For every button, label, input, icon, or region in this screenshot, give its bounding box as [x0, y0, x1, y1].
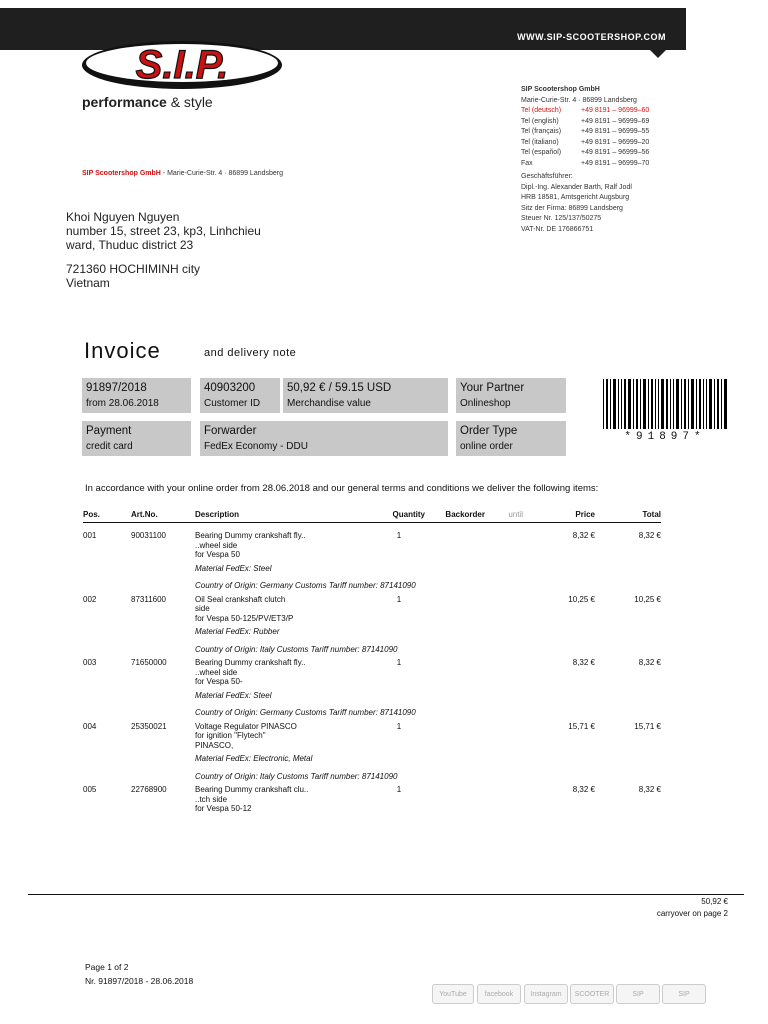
cell-pos: 005 — [83, 785, 97, 794]
cell-art: 87311600 — [131, 594, 166, 604]
phone-row: Tel (deutsch) +49 8191 – 96999–60 — [521, 107, 650, 114]
sip-logo — [80, 38, 285, 92]
invoice-number-box — [82, 378, 191, 413]
phone-row: Tel (français) +49 8191 – 96999–55 — [521, 128, 650, 135]
col-until: until — [485, 508, 523, 523]
company-detail: Sitz der Firma: 86899 Landsberg — [521, 204, 623, 212]
sip-badge-icon[interactable]: SIP — [616, 984, 660, 1004]
cell-total: 10,25 € — [634, 594, 661, 604]
value-box — [283, 378, 448, 413]
partner-label: Your Partner — [460, 382, 525, 394]
cell-qty: 1 — [396, 531, 402, 540]
instagram-icon[interactable]: Instagram — [524, 984, 568, 1004]
customer-id-label: Customer ID — [204, 398, 261, 409]
cell-desc: Bearing Dummy crankshaft fly.. ..wheel side for Vespa 50 — [195, 531, 306, 559]
intro-text: In accordance with your online order from 28.06.2018 and our general terms and conditions we deliver the following items: — [85, 483, 599, 494]
cell-total: 8,32 € — [638, 785, 661, 794]
col-desc: Description — [195, 508, 373, 523]
cell-pos: 001 — [83, 531, 97, 540]
table-row — [83, 722, 661, 751]
cell-material: Material FedEx: Steel — [195, 690, 272, 700]
company-detail: VAT-Nr. DE 176866751 — [521, 225, 594, 233]
col-art: Art.No. — [131, 508, 195, 523]
partner-value: Onlineshop — [460, 398, 511, 409]
customer-id-box — [200, 378, 280, 413]
company-name: SIP Scootershop GmbH — [521, 86, 600, 93]
youtube-icon[interactable]: YouTube — [432, 984, 474, 1004]
cell-pos: 003 — [83, 658, 97, 667]
company-detail: Steuer Nr. 125/137/50275 — [521, 215, 602, 222]
sender-line: SIP Scootershop GmbH - Marie-Curie-Str. 4 · 86899 Landsberg — [82, 170, 284, 177]
invoice-reference: Nr. 91897/2018 - 28.06.2018 — [85, 976, 194, 986]
recipient-country: Vietnam — [66, 276, 110, 290]
summary-divider — [28, 894, 744, 895]
company-detail: Dipl.-Ing. Alexander Barth, Ralf Jodl — [521, 183, 632, 191]
sip-badge-icon-2[interactable]: SIP — [662, 984, 706, 1004]
footer — [85, 960, 193, 988]
recipient-name: Khoi Nguyen Nguyen — [66, 210, 180, 224]
recipient-address — [66, 210, 261, 290]
logo-text: S.I.P. — [135, 43, 229, 87]
forwarder-box — [200, 421, 448, 456]
cell-art: 90031100 — [131, 531, 166, 540]
order-type-box — [456, 421, 566, 456]
company-address: Marie-Curie-Str. 4 · 86899 Landsberg — [521, 96, 637, 104]
cell-art: 22768900 — [131, 785, 167, 794]
table-row — [83, 785, 661, 814]
col-backorder: Backorder — [425, 508, 485, 523]
facebook-icon[interactable]: facebook — [477, 984, 521, 1004]
summary — [657, 896, 728, 920]
table-row — [83, 531, 661, 560]
col-qty: Quantity — [373, 508, 425, 523]
cell-price: 10,25 € — [568, 594, 595, 604]
phone-row: Tel (español) +49 8191 – 96999–56 — [521, 149, 650, 156]
page-title: Invoice — [84, 338, 161, 363]
barcode — [603, 379, 727, 429]
carryover-text: carryover on page 2 — [656, 909, 728, 918]
cell-material: Material FedEx: Electronic, Metal — [195, 754, 313, 763]
payment-box — [82, 421, 191, 456]
cell-desc: Voltage Regulator PINASCO for ignition "Flytech" PINASCO, — [195, 721, 297, 750]
recipient-line: number 15, street 23, kp3, Linhchieu — [66, 224, 261, 238]
cell-material: Material FedEx: Steel — [195, 563, 272, 573]
fax-row: Fax +49 8191 – 96999–70 — [521, 159, 650, 167]
phone-row: Tel (italiano) +49 8191 – 96999–20 — [521, 138, 650, 146]
merchandise-value-label: Merchandise value — [287, 398, 371, 409]
table-header-row — [83, 508, 661, 523]
cell-qty: 1 — [396, 785, 402, 794]
cell-qty: 1 — [396, 721, 402, 731]
invoice-date: from 28.06.2018 — [86, 398, 159, 409]
cell-origin: Country of Origin: Germany Customs Tariff number: 87141090 — [195, 581, 416, 590]
tagline: performance & style — [82, 94, 213, 110]
website-link[interactable]: WWW.SIP-SCOOTERSHOP.COM — [517, 32, 666, 42]
cell-total: 15,71 € — [634, 721, 661, 731]
phone-row: Tel (english) +49 8191 – 96999–69 — [521, 117, 650, 125]
cell-art: 25350021 — [131, 721, 167, 731]
scooter-icon[interactable]: SCOOTER — [570, 984, 614, 1004]
cell-pos: 004 — [83, 721, 97, 731]
order-type-label: Order Type — [460, 425, 518, 437]
partner-box — [456, 378, 566, 413]
cell-origin: Country of Origin: Italy Customs Tariff number: 87141090 — [195, 644, 398, 654]
cell-pos: 002 — [83, 594, 97, 604]
cell-origin: Country of Origin: Italy Customs Tariff number: 87141090 — [195, 771, 398, 781]
forwarder-value: FedEx Economy - DDU — [204, 441, 308, 452]
forwarder-label: Forwarder — [204, 425, 257, 437]
col-price: Price — [523, 508, 595, 523]
cell-price: 8,32 € — [572, 785, 595, 794]
company-detail: HRB 18581, Amtsgericht Augsburg — [521, 194, 630, 201]
header-pointer — [650, 50, 666, 58]
cell-desc: Bearing Dummy crankshaft fly.. ..wheel side for Vespa 50- — [195, 658, 306, 686]
cell-price: 15,71 € — [568, 721, 595, 731]
payment-value: credit card — [86, 441, 133, 452]
cell-total: 8,32 € — [638, 531, 661, 540]
table-row — [83, 595, 661, 624]
company-detail: Geschäftsführer: — [521, 173, 573, 180]
merchandise-value: 50,92 € / 59.15 USD — [287, 382, 392, 394]
col-pos: Pos. — [83, 508, 131, 523]
page-number: Page 1 of 2 — [85, 962, 129, 972]
col-total: Total — [595, 508, 661, 523]
payment-label: Payment — [86, 425, 132, 437]
page-subtitle: and delivery note — [204, 347, 297, 359]
cell-qty: 1 — [396, 658, 402, 667]
barcode-text: *91897* — [624, 431, 706, 443]
cell-origin: Country of Origin: Germany Customs Tariff number: 87141090 — [195, 708, 416, 717]
cell-qty: 1 — [396, 594, 402, 604]
subtotal-amount: 50,92 € — [701, 897, 728, 906]
cell-art: 71650000 — [131, 658, 167, 667]
items-table — [83, 508, 661, 814]
order-type-value: online order — [460, 441, 513, 452]
company-info — [521, 85, 649, 235]
cell-desc: Bearing Dummy crankshaft clu.. ..tch side for Vespa 50-12 — [195, 785, 309, 813]
cell-material: Material FedEx: Rubber — [195, 627, 280, 636]
cell-price: 8,32 € — [572, 531, 595, 540]
table-row — [83, 658, 661, 687]
cell-desc: Oil Seal crankshaft clutch side for Vespa 50-125/PV/ET3/P — [195, 594, 294, 623]
cell-total: 8,32 € — [638, 658, 661, 667]
invoice-number: 91897/2018 — [86, 382, 147, 394]
cell-price: 8,32 € — [572, 658, 595, 667]
recipient-line: ward, Thuduc district 23 — [66, 238, 194, 252]
recipient-city: 721360 HOCHIMINH city — [66, 262, 201, 276]
customer-id: 40903200 — [204, 382, 256, 394]
